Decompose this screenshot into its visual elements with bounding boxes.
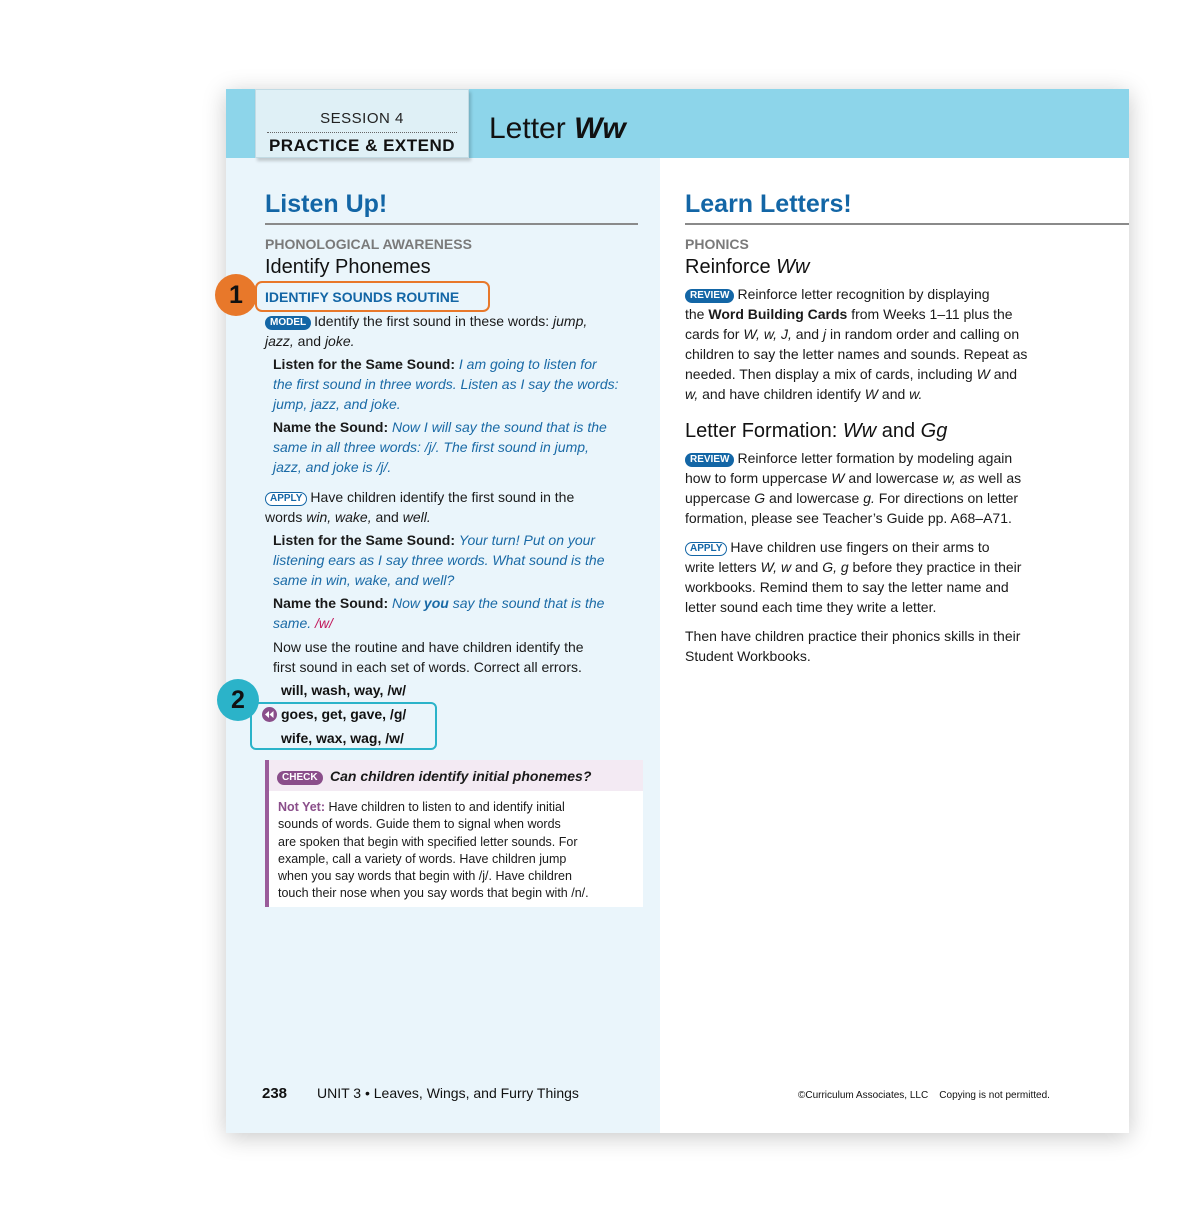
session-subtitle: PRACTICE & EXTEND: [268, 136, 456, 155]
word-set-2: goes, get, gave, /g/: [281, 706, 407, 722]
name-step-1: Name the Sound: Now I will say the sound that is the same in all three words: /j/. The first sound in jump, jazz, and joke is /j/.: [273, 419, 607, 475]
callout-badge-1: 1: [215, 274, 257, 316]
copyright-notice: ©Curriculum Associates, LLC Copying is not permitted.: [798, 1090, 1050, 1101]
dotted-divider: [267, 132, 457, 133]
heading-rule-right: [685, 223, 1129, 225]
check-question: Can children identify initial phonemes?: [330, 768, 592, 784]
unit-title: UNIT 3 • Leaves, Wings, and Furry Things: [317, 1085, 579, 1101]
apply-pill-2: APPLY: [685, 542, 727, 556]
session-label: SESSION 4: [320, 110, 404, 127]
workbook-paragraph: Then have children practice their phonics skills in their Student Workbooks.: [685, 628, 1021, 664]
formation-paragraph: REVIEW Reinforce letter formation by modeling again how to form uppercase W and lowercase w, as well as uppercase G and lowercase g. For directions on letter formation, please see Teacher’s Guide pp. A68–A71.: [685, 450, 1022, 526]
listen-up-heading: Listen Up!: [265, 190, 388, 218]
review-pill-2: REVIEW: [685, 453, 734, 467]
apply-pill: APPLY: [265, 492, 307, 506]
page-title: Letter Ww: [489, 112, 626, 145]
reinforce-heading: Reinforce Ww: [685, 256, 810, 278]
word-set-3: wife, wax, wag, /w/: [281, 730, 404, 746]
apply-fingers-paragraph: APPLY Have children use fingers on their arms to write letters W, w and G, g before they practice in their workbooks. Remind them to say the letter name and letter sound each time they write a letter.: [685, 539, 1022, 615]
check-panel: [265, 760, 643, 907]
check-pill: CHECK: [277, 771, 323, 785]
reinforce-paragraph: REVIEW Reinforce letter recognition by displaying the Word Building Cards from Weeks 1–11 plus the cards for W, w, J, and j in random order and calling on children to say the letter names and sounds. Repeat as needed. Then display a mix of cards, including W and w, and have children identify W and w.: [685, 286, 1028, 402]
listen-step-2: Listen for the Same Sound: Your turn! Put on your listening ears as I say three words. What sound is the same in win, wake, and well?: [273, 532, 605, 588]
listen-step-1: Listen for the Same Sound: I am going to listen for the first sound in three words. Listen as I say the words: jump, jazz, and joke.: [273, 356, 619, 412]
page-number: 238: [262, 1085, 288, 1102]
apply-paragraph: APPLY Have children identify the first sound in the words win, wake, and well.: [265, 489, 575, 525]
title-letter: Ww: [574, 112, 626, 145]
learn-letters-heading: Learn Letters!: [685, 190, 852, 218]
name-step-2: Name the Sound: Now you say the sound that is the same. /w/: [273, 595, 605, 631]
phonological-eyebrow: PHONOLOGICAL AWARENESS: [265, 236, 472, 252]
model-paragraph: MODEL Identify the first sound in these words: jump, jazz, and joke.: [265, 313, 588, 349]
phonics-eyebrow: PHONICS: [685, 236, 749, 252]
review-pill: REVIEW: [685, 289, 734, 303]
session-label-box: [255, 89, 469, 158]
check-header: [269, 760, 643, 791]
identify-phonemes-heading: Identify Phonemes: [265, 256, 431, 278]
routine-title: IDENTIFY SOUNDS ROUTINE: [265, 289, 460, 305]
not-yet-text: Not Yet: Have children to listen to and identify initial sounds of words. Guide them to signal when words are spoken that begin with specified letter sounds. For example, call a variety of words. Have children jump when you say words that begin with /j/. Have children touch their nose when you say words that begin with /n/.: [278, 800, 589, 901]
routine-instruction: Now use the routine and have children identify the first sound in each set of words. Correct all errors.: [273, 639, 584, 675]
model-pill: MODEL: [265, 316, 311, 330]
letter-formation-heading: Letter Formation: Ww and Gg: [685, 420, 948, 442]
word-set-1: will, wash, way, /w/: [281, 682, 407, 698]
audio-rewind-icon[interactable]: [262, 707, 277, 722]
heading-rule-left: [265, 223, 638, 225]
callout-badge-2: 2: [217, 679, 259, 721]
